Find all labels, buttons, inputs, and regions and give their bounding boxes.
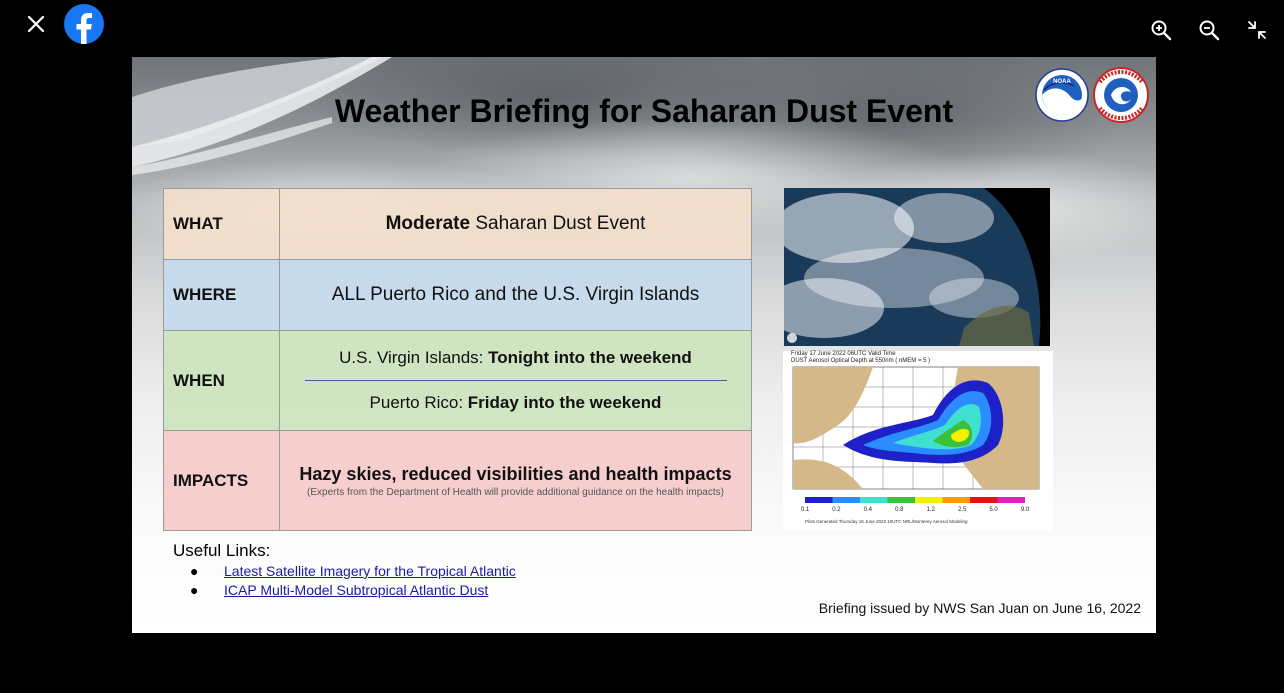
dust-aod-map: [783, 351, 1053, 531]
zoom-in-button[interactable]: [1145, 14, 1177, 46]
when-divider: [305, 380, 727, 381]
dust-map-header-1: Friday 17 June 2022 06UTC Valid Time: [791, 351, 896, 357]
dust-map-header-2: DUST Aerosol Optical Depth at 550nm ( nMEM = 5 ): [791, 358, 931, 364]
icap-dust-link[interactable]: ICAP Multi-Model Subtropical Atlantic Dust: [224, 582, 489, 598]
when-value: [280, 331, 752, 431]
what-text: Saharan Dust Event: [470, 213, 646, 234]
link-item-icap: [190, 582, 488, 598]
impacts-label: IMPACTS: [164, 431, 280, 531]
when-pr-time: Friday into the weekend: [467, 393, 662, 412]
scale-swatch: [998, 497, 1026, 503]
scale-swatch: [833, 497, 861, 503]
what-value: [280, 189, 752, 260]
close-icon: [26, 14, 46, 34]
briefing-table: [163, 188, 752, 531]
scale-swatch: [915, 497, 943, 503]
useful-links-title: Useful Links:: [173, 541, 271, 560]
scale-label: 5.0: [989, 507, 998, 513]
when-usvi-prefix: U.S. Virgin Islands:: [339, 348, 489, 367]
table-row-when: [164, 331, 752, 431]
slide-image: [132, 57, 1156, 633]
zoom-out-icon: [1197, 18, 1221, 42]
slide-title: Weather Briefing for Saharan Dust Event: [334, 93, 954, 129]
zoom-out-button[interactable]: [1193, 14, 1225, 46]
noaa-nws-logos: [1034, 66, 1150, 124]
table-row-what: [164, 189, 752, 260]
exit-fullscreen-button[interactable]: [1241, 14, 1273, 46]
impacts-value: [280, 431, 752, 531]
when-line-usvi: [280, 348, 751, 368]
scale-swatch: [888, 497, 916, 503]
noaa-logo-icon: [1036, 69, 1088, 121]
when-line-pr: [280, 393, 751, 413]
scale-swatch: [943, 497, 971, 503]
facebook-logo-button[interactable]: [64, 4, 104, 44]
facebook-logo-icon: [64, 4, 104, 44]
where-value: ALL Puerto Rico and the U.S. Virgin Islands: [280, 260, 752, 331]
scale-swatch: [970, 497, 998, 503]
what-label: WHAT: [164, 189, 280, 260]
table-row-where: [164, 260, 752, 331]
impacts-main: Hazy skies, reduced visibilities and health impacts: [299, 463, 732, 484]
scale-swatch: [860, 497, 888, 503]
dust-map-footer: Plots Generated Thursday 16 June 2022 10UTC NRL/Monterey Aerosol Modeling: [805, 519, 968, 524]
bullet: ●: [190, 563, 199, 579]
bullet: ●: [190, 582, 199, 598]
when-label: WHEN: [164, 331, 280, 431]
satellite-imagery-link[interactable]: Latest Satellite Imagery for the Tropical Atlantic: [224, 563, 516, 579]
scale-label: 1.2: [926, 507, 935, 513]
dust-map-plot: [783, 365, 1053, 493]
close-button[interactable]: [20, 8, 52, 40]
scale-label: 0.8: [895, 507, 904, 513]
svg-text:NOAA: NOAA: [1053, 79, 1071, 85]
table-row-impacts: [164, 431, 752, 531]
scale-label: 0.1: [800, 507, 810, 513]
link-item-satellite: [190, 563, 516, 579]
scale-label: 0.4: [863, 507, 873, 513]
dust-map-scale: [783, 493, 1053, 533]
nws-logo-icon: [1094, 68, 1148, 122]
scale-label: 2.5: [957, 507, 967, 513]
scale-label: 9.0: [1020, 507, 1030, 513]
when-pr-prefix: Puerto Rico:: [369, 393, 468, 412]
zoom-in-icon: [1149, 18, 1173, 42]
impacts-note: (Experts from the Department of Health will provide additional guidance on the health impacts): [307, 486, 724, 498]
scale-label: 0.2: [832, 507, 841, 513]
what-severity: Moderate: [385, 213, 471, 234]
when-usvi-time: Tonight into the weekend: [488, 348, 692, 367]
briefing-issued-note: Briefing issued by NWS San Juan on June 16, 2022: [818, 600, 1141, 616]
exit-fullscreen-icon: [1247, 20, 1267, 40]
scale-swatch: [805, 497, 833, 503]
satellite-image: [784, 188, 1050, 346]
where-label: WHERE: [164, 260, 280, 331]
